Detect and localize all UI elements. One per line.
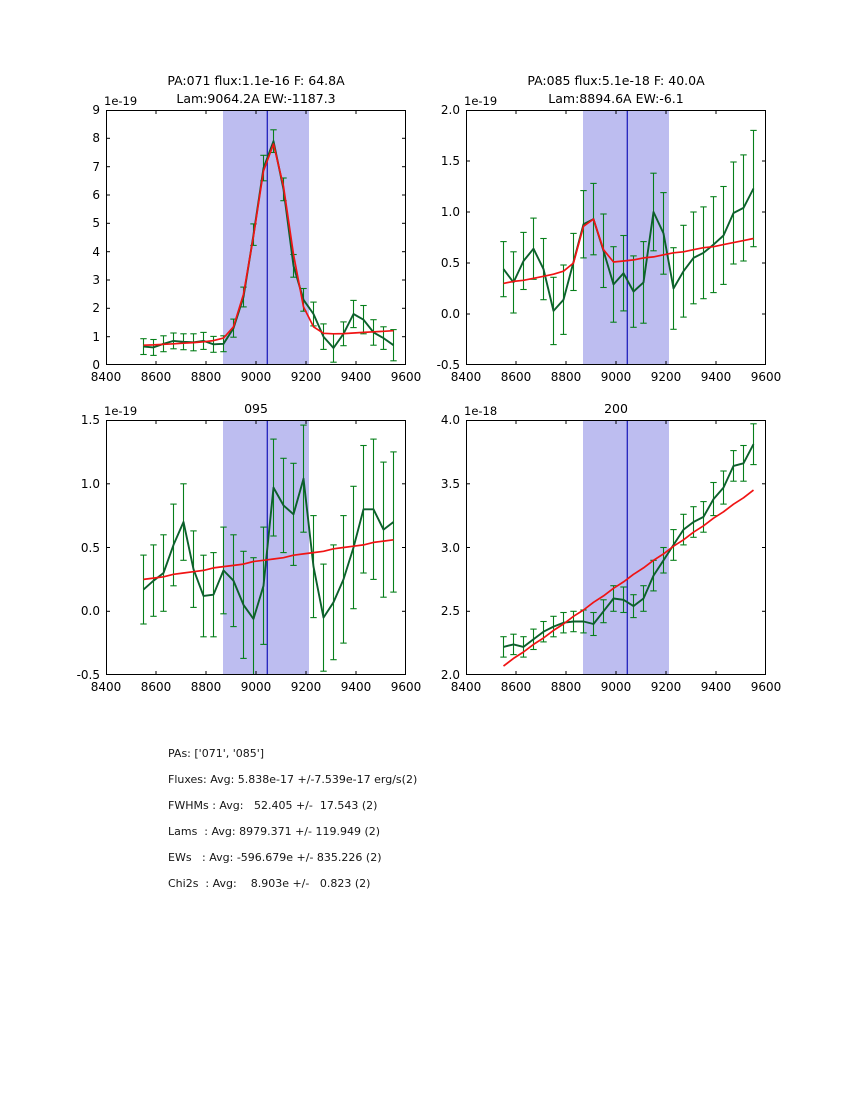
stats-line: PAs: ['071', '085'] (168, 747, 265, 760)
y-tick-label: 1.0 (80, 476, 100, 491)
subplot-pa085 (466, 110, 766, 365)
y-axis-offset-label: 1e-19 (464, 94, 498, 108)
y-tick-label: 3.5 (440, 476, 460, 491)
y-tick-label: 1 (92, 329, 100, 344)
x-tick-label: 8800 (550, 680, 582, 694)
x-tick-label: 9600 (750, 680, 782, 694)
x-tick-label: 9600 (390, 680, 422, 694)
x-tick-label: 8800 (190, 680, 222, 694)
y-tick-label: 4.0 (440, 413, 460, 427)
y-tick-label: 8 (92, 131, 100, 146)
subplot-pa071 (106, 110, 406, 365)
x-tick-label: 8800 (550, 370, 582, 384)
plot-title: PA:085 flux:5.1e-18 F: 40.0A (527, 73, 705, 88)
fit-window-band (223, 110, 309, 365)
x-tick-label: 9400 (700, 370, 732, 384)
x-tick-label: 8400 (450, 680, 482, 694)
plot-canvas (106, 420, 406, 675)
y-tick-label: 3.0 (440, 540, 460, 555)
x-tick-label: 8400 (450, 370, 482, 384)
stats-line: FWHMs : Avg: 52.405 +/- 17.543 (2) (168, 799, 378, 812)
x-tick-label: 9000 (240, 370, 272, 384)
x-tick-label: 9200 (650, 680, 682, 694)
y-tick-label: 9 (92, 103, 100, 117)
subplot-pa200 (466, 420, 766, 675)
x-tick-label: 8600 (500, 370, 532, 384)
x-tick-label: 9200 (290, 680, 322, 694)
stats-line: EWs : Avg: -596.679e +/- 835.226 (2) (168, 851, 382, 864)
x-tick-label: 9400 (700, 680, 732, 694)
stats-line: Chi2s : Avg: 8.903e +/- 0.823 (2) (168, 877, 371, 890)
plot-canvas (466, 420, 766, 675)
y-tick-label: 3 (92, 273, 100, 287)
y-tick-label: -0.5 (76, 668, 100, 682)
x-tick-label: 8400 (90, 680, 122, 694)
y-axis-offset-label: 1e-19 (104, 404, 138, 418)
x-tick-label: 9200 (650, 370, 682, 384)
error-bar (390, 330, 396, 361)
x-tick-label: 9000 (240, 680, 272, 694)
y-tick-label: 0.5 (80, 540, 100, 555)
x-tick-label: 9000 (600, 370, 632, 384)
fit-statistics-block (168, 741, 417, 897)
x-tick-label: 9200 (290, 370, 322, 384)
x-tick-label: 8400 (90, 370, 122, 384)
y-axis-offset-label: 1e-19 (104, 94, 138, 108)
y-tick-label: 0.0 (80, 604, 100, 619)
x-tick-label: 9400 (340, 370, 372, 384)
y-tick-label: 0.0 (440, 307, 460, 321)
y-tick-label: 2 (92, 301, 100, 316)
x-tick-label: 8800 (190, 370, 222, 384)
y-tick-label: 7 (92, 159, 100, 174)
y-tick-label: 0.5 (440, 256, 460, 270)
x-tick-label: 8600 (140, 680, 172, 694)
y-axis-offset-label: 1e-18 (464, 404, 498, 418)
y-tick-label: 5 (92, 216, 100, 231)
x-tick-label: 9400 (340, 680, 372, 694)
y-tick-label: 0 (92, 358, 100, 372)
fit-window-band (223, 420, 309, 675)
x-tick-label: 9000 (600, 680, 632, 694)
y-tick-label: 2.5 (440, 604, 460, 619)
y-tick-label: 1.5 (440, 154, 460, 168)
plot-canvas (466, 110, 766, 365)
stats-line: Fluxes: Avg: 5.838e-17 +/-7.539e-17 erg/s(2) (168, 773, 418, 786)
plot-canvas (106, 110, 406, 365)
y-tick-label: 2.0 (440, 668, 460, 682)
stats-line: Lams : Avg: 8979.371 +/- 119.949 (2) (168, 825, 381, 838)
fit-window-band (583, 110, 669, 365)
plot-title: Lam:9064.2A EW:-1187.3 (176, 91, 336, 106)
plot-title: PA:071 flux:1.1e-16 F: 64.8A (167, 73, 345, 88)
x-tick-label: 8600 (500, 680, 532, 694)
x-tick-label: 8600 (140, 370, 172, 384)
subplot-pa095 (106, 420, 406, 675)
x-tick-label: 9600 (750, 370, 782, 384)
y-tick-label: -0.5 (436, 358, 460, 372)
fit-window-band (583, 420, 669, 675)
y-tick-label: 6 (92, 188, 100, 202)
plot-title: 200 (604, 401, 628, 416)
y-tick-label: 4 (92, 244, 100, 259)
y-tick-label: 1.0 (440, 205, 460, 219)
x-tick-label: 9600 (390, 370, 422, 384)
y-tick-label: 2.0 (440, 103, 460, 117)
plot-title: 095 (244, 401, 268, 416)
y-tick-label: 1.5 (80, 413, 100, 427)
plot-title: Lam:8894.6A EW:-6.1 (548, 91, 684, 106)
